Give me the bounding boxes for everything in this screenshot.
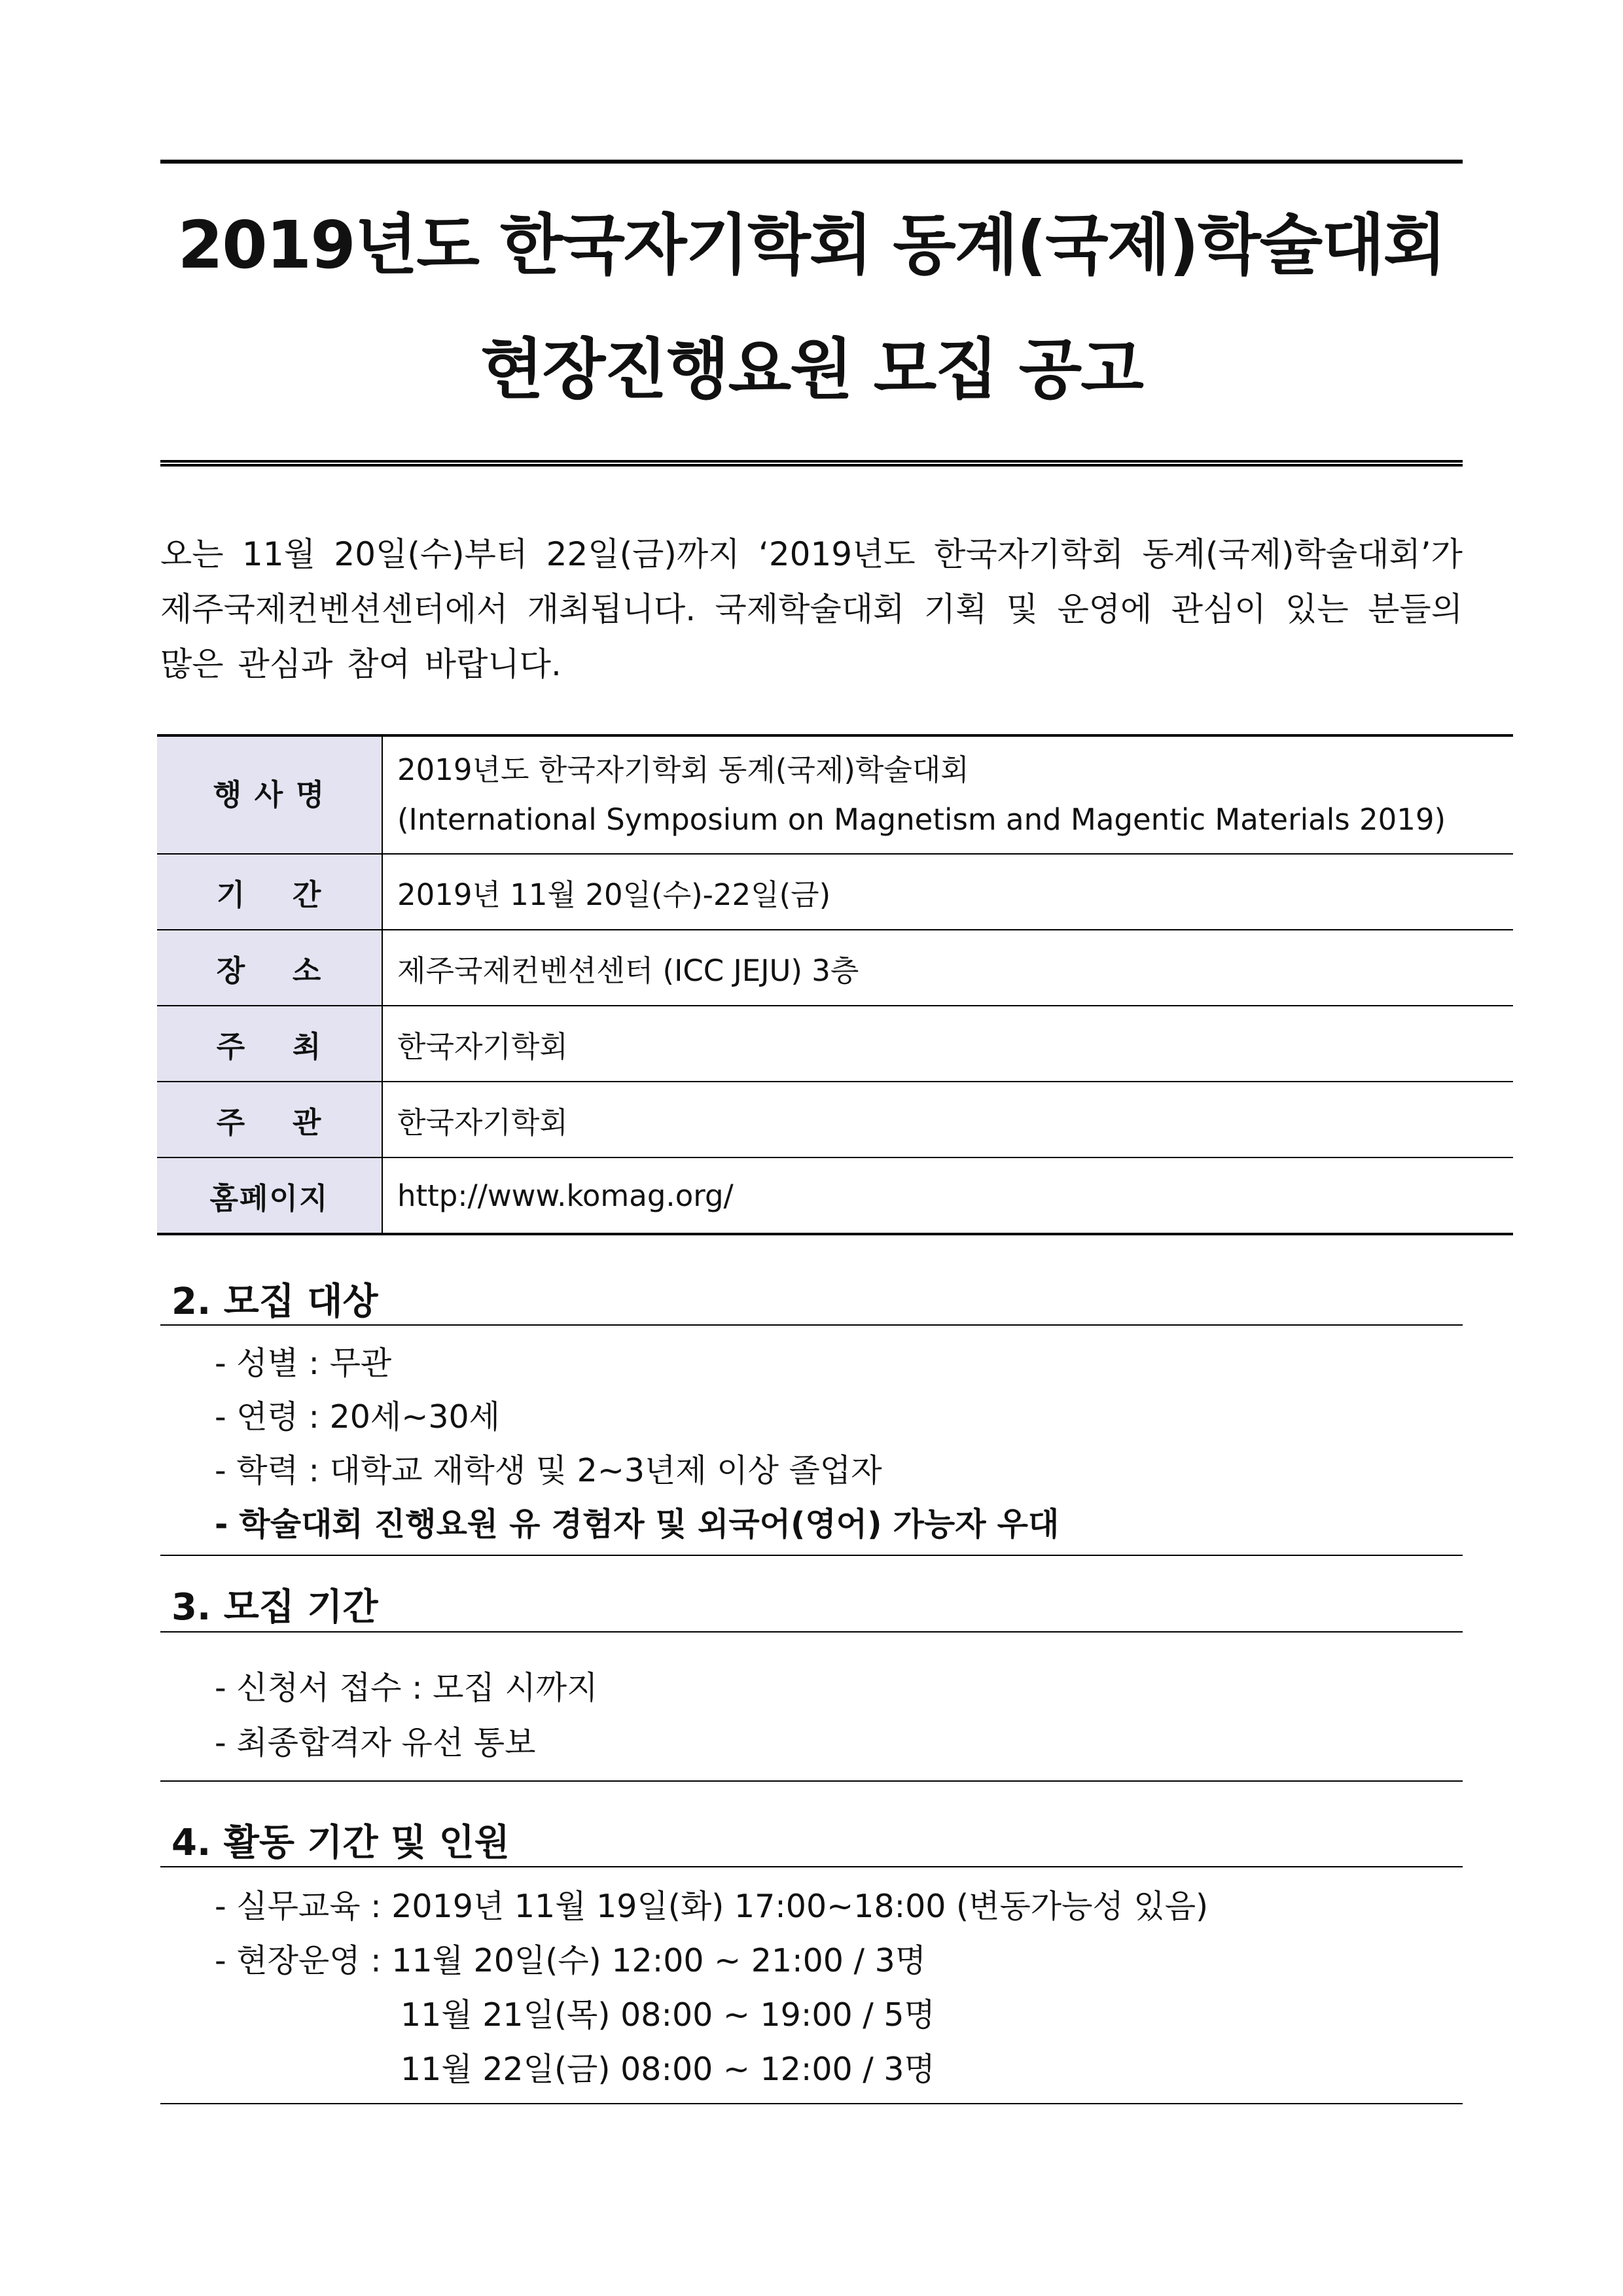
table-row-event-name xyxy=(157,735,1513,854)
title-line-2: 현장진행요원 모집 공고 xyxy=(480,331,1143,408)
event-name-english: (International Symposium on Magnetism and Magentic Materials 2019) xyxy=(397,802,1446,837)
host-label: 주 최 xyxy=(157,1006,382,1082)
venue-value: 제주국제컨벤션센터 (ICC JEJU) 3층 xyxy=(382,930,1513,1006)
table-row-organizer xyxy=(157,1082,1513,1157)
section-3-heading: 3. 모집 기간 xyxy=(171,1586,378,1629)
section-2-item: - 학력 : 대학교 재학생 및 2~3년제 이상 졸업자 xyxy=(215,1452,882,1489)
section-4-bottom-rule xyxy=(160,2103,1463,2104)
section-2-item: - 성별 : 무관 xyxy=(215,1345,392,1382)
organizer-value: 한국자기학회 xyxy=(382,1082,1513,1157)
section-4-rule xyxy=(160,1866,1463,1867)
venue-label: 장 소 xyxy=(157,930,382,1006)
table-row-homepage xyxy=(157,1157,1513,1234)
section-3-item: - 최종합격자 유선 통보 xyxy=(215,1724,536,1761)
table-row-period xyxy=(157,854,1513,930)
event-info-table xyxy=(157,734,1513,1235)
section-4-heading: 4. 활동 기간 및 인원 xyxy=(171,1822,510,1864)
section-4-operation: - 현장운영 : 11월 20일(수) 12:00 ~ 21:00 / 3명 xyxy=(215,1942,927,1979)
period-value: 2019년 11월 20일(수)-22일(금) xyxy=(382,854,1513,930)
homepage-label: 홈페이지 xyxy=(157,1157,382,1234)
section-2-preferred-item: - 학술대회 진행요원 유 경험자 및 외국어(영어) 가능자 우대 xyxy=(215,1506,1060,1543)
section-2-rule xyxy=(160,1324,1463,1326)
title-bottom-double-rule xyxy=(160,460,1463,467)
intro-paragraph: 오는 11월 20일(수)부터 22일(금)까지 ‘2019년도 한국자기학회 동계(국제)학술대회’가 제주국제컨벤션센터에서 개최됩니다. 국제학술대회 기획 및 운영에 관심이 있는 분들의 많은 관심과 참여 바랍니다. xyxy=(160,535,1463,683)
section-2-item: - 연령 : 20세~30세 xyxy=(215,1398,501,1436)
section-2-bottom-rule xyxy=(160,1555,1463,1556)
period-label: 기 간 xyxy=(157,854,382,930)
homepage-link[interactable]: http://www.komag.org/ xyxy=(382,1157,1513,1234)
host-value: 한국자기학회 xyxy=(382,1006,1513,1082)
section-4-operation-day: 11월 21일(목) 08:00 ~ 19:00 / 5명 xyxy=(401,1996,935,2034)
section-3-rule xyxy=(160,1631,1463,1633)
section-3-bottom-rule xyxy=(160,1780,1463,1782)
event-name-korean: 2019년도 한국자기학회 동계(국제)학술대회 xyxy=(397,752,969,787)
section-3-item: - 신청서 접수 : 모집 시까지 xyxy=(215,1669,598,1706)
section-4-operation-day: 11월 22일(금) 08:00 ~ 12:00 / 3명 xyxy=(401,2051,935,2088)
table-row-host xyxy=(157,1006,1513,1082)
table-row-venue xyxy=(157,930,1513,1006)
organizer-label: 주 관 xyxy=(157,1082,382,1157)
title-top-rule xyxy=(160,160,1463,164)
event-name-value xyxy=(382,735,1513,854)
event-name-label: 행 사 명 xyxy=(157,735,382,854)
section-2-heading: 2. 모집 대상 xyxy=(171,1280,378,1323)
section-4-training: - 실무교육 : 2019년 11월 19일(화) 17:00~18:00 (변동가능성 있음) xyxy=(215,1888,1209,1925)
title-line-1: 2019년도 한국자기학회 동계(국제)학술대회 xyxy=(177,207,1446,283)
